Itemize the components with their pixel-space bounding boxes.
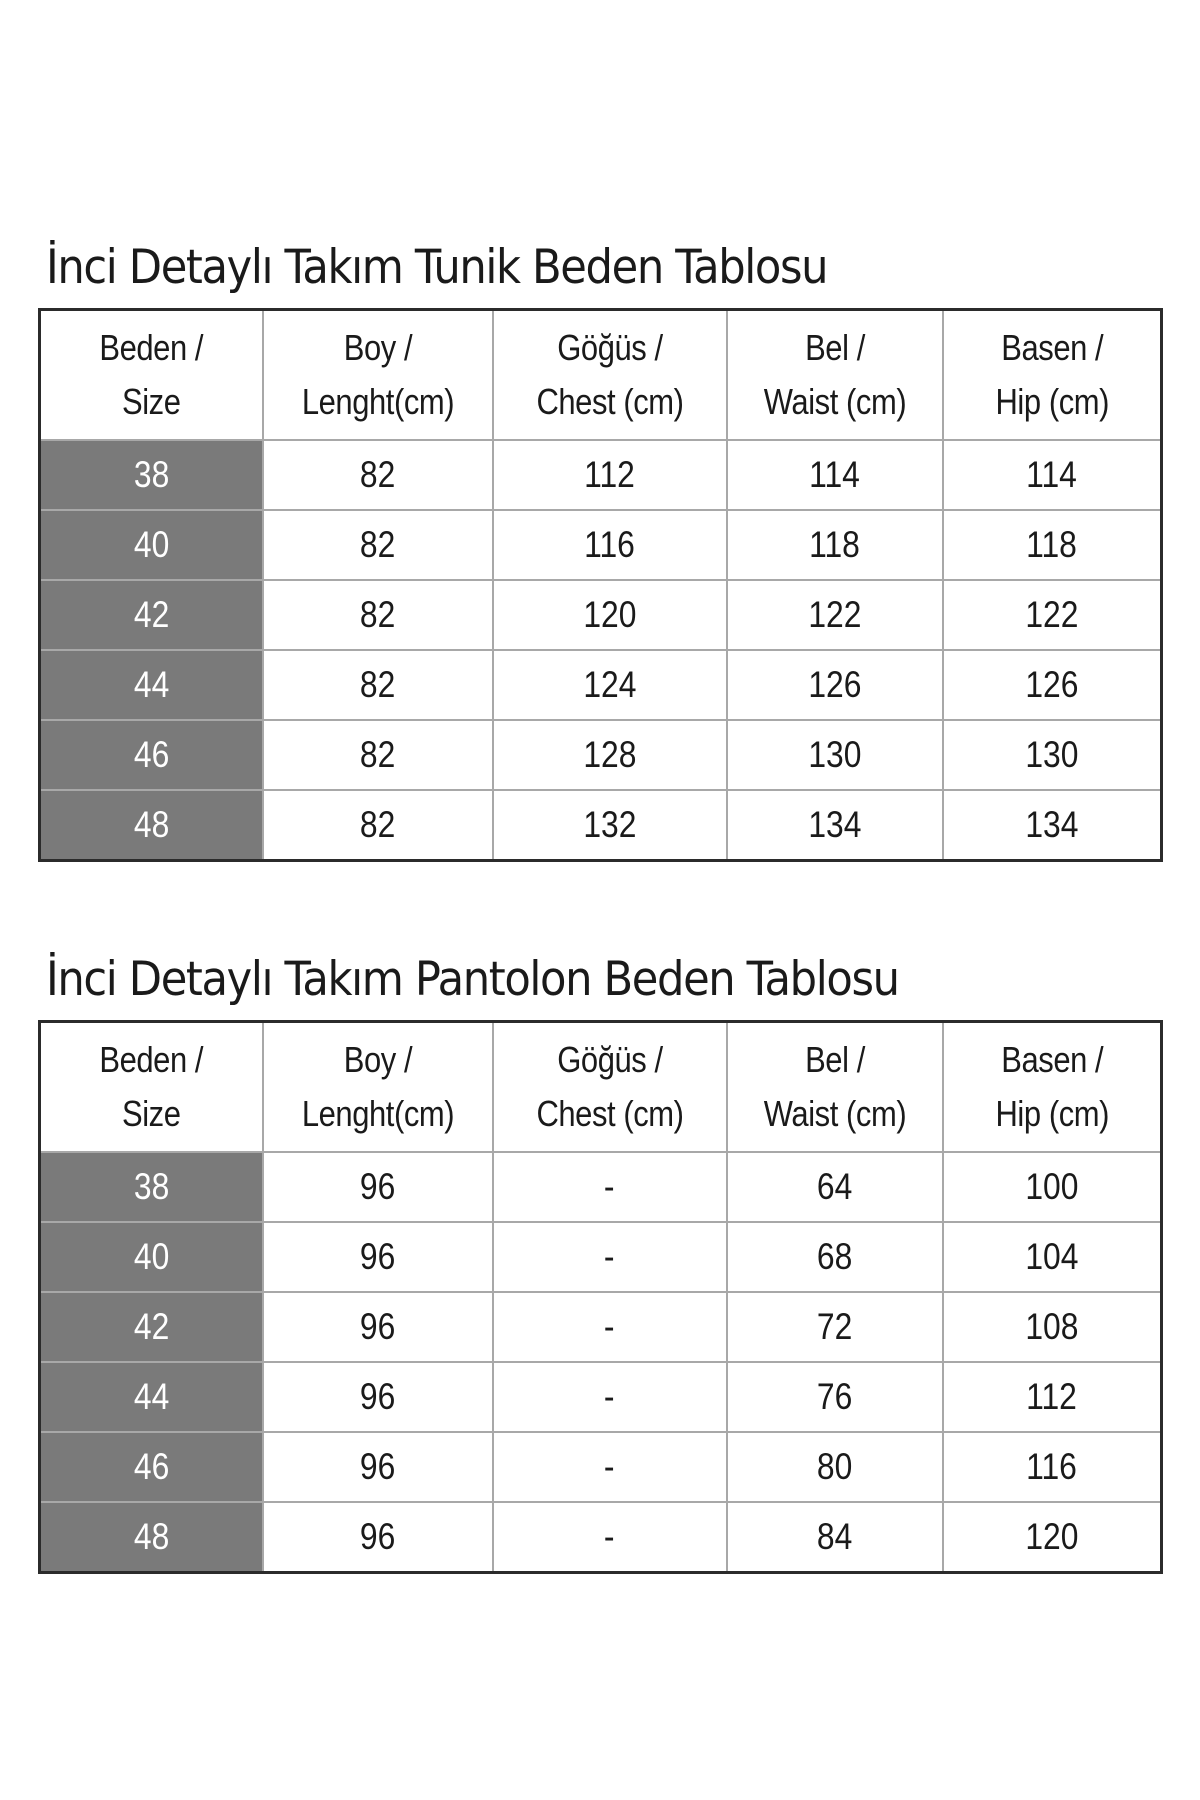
size-cell: 38: [40, 1152, 263, 1222]
hip-cell: 118: [943, 510, 1162, 580]
length-cell: 96: [263, 1502, 493, 1573]
size-cell: 48: [40, 790, 263, 861]
chest-cell: -: [493, 1222, 727, 1292]
pantolon-table-title: İnci Detaylı Takım Pantolon Beden Tablosu: [46, 952, 899, 1007]
length-cell: 82: [263, 440, 493, 510]
hip-cell: 130: [943, 720, 1162, 790]
table-row: [40, 510, 1162, 580]
size-cell: 48: [40, 1502, 263, 1573]
length-cell: 96: [263, 1432, 493, 1502]
waist-cell: 130: [727, 720, 943, 790]
header-length: Boy / Lenght(cm): [263, 310, 493, 441]
table-row: [40, 440, 1162, 510]
hip-cell: 116: [943, 1432, 1162, 1502]
hip-cell: 120: [943, 1502, 1162, 1573]
size-cell: 46: [40, 1432, 263, 1502]
table-row: [40, 650, 1162, 720]
header-waist: Bel / Waist (cm): [727, 1022, 943, 1153]
table-row: [40, 1362, 1162, 1432]
waist-cell: 72: [727, 1292, 943, 1362]
table-row: [40, 1292, 1162, 1362]
hip-cell: 126: [943, 650, 1162, 720]
chest-cell: 116: [493, 510, 727, 580]
waist-cell: 114: [727, 440, 943, 510]
hip-cell: 134: [943, 790, 1162, 861]
chest-cell: 120: [493, 580, 727, 650]
size-cell: 40: [40, 1222, 263, 1292]
table-row: [40, 1432, 1162, 1502]
waist-cell: 68: [727, 1222, 943, 1292]
header-waist: Bel / Waist (cm): [727, 310, 943, 441]
table-header-row: [40, 310, 1162, 441]
length-cell: 82: [263, 720, 493, 790]
length-cell: 96: [263, 1292, 493, 1362]
chest-cell: 112: [493, 440, 727, 510]
length-cell: 96: [263, 1152, 493, 1222]
size-cell: 38: [40, 440, 263, 510]
waist-cell: 76: [727, 1362, 943, 1432]
length-cell: 82: [263, 580, 493, 650]
length-cell: 96: [263, 1222, 493, 1292]
tunik-size-chart: [38, 232, 1160, 862]
tunik-table-title: İnci Detaylı Takım Tunik Beden Tablosu: [46, 240, 828, 295]
size-cell: 46: [40, 720, 263, 790]
table-row: [40, 1152, 1162, 1222]
hip-cell: 108: [943, 1292, 1162, 1362]
hip-cell: 114: [943, 440, 1162, 510]
waist-cell: 64: [727, 1152, 943, 1222]
header-chest: Göğüs / Chest (cm): [493, 1022, 727, 1153]
waist-cell: 126: [727, 650, 943, 720]
table-row: [40, 720, 1162, 790]
header-hip: Basen / Hip (cm): [943, 1022, 1162, 1153]
tunik-size-table: [38, 308, 1163, 862]
pantolon-size-table: [38, 1020, 1163, 1574]
waist-cell: 84: [727, 1502, 943, 1573]
size-cell: 44: [40, 650, 263, 720]
size-cell: 44: [40, 1362, 263, 1432]
length-cell: 82: [263, 510, 493, 580]
chest-cell: -: [493, 1292, 727, 1362]
table-row: [40, 1222, 1162, 1292]
header-length: Boy / Lenght(cm): [263, 1022, 493, 1153]
chest-cell: -: [493, 1502, 727, 1573]
header-hip: Basen / Hip (cm): [943, 310, 1162, 441]
table-row: [40, 790, 1162, 861]
waist-cell: 122: [727, 580, 943, 650]
header-chest: Göğüs / Chest (cm): [493, 310, 727, 441]
pantolon-size-chart: [38, 944, 1160, 1574]
chest-cell: -: [493, 1432, 727, 1502]
length-cell: 82: [263, 790, 493, 861]
waist-cell: 80: [727, 1432, 943, 1502]
header-size: Beden / Size: [40, 310, 263, 441]
hip-cell: 122: [943, 580, 1162, 650]
hip-cell: 104: [943, 1222, 1162, 1292]
size-cell: 42: [40, 580, 263, 650]
table-row: [40, 1502, 1162, 1573]
chest-cell: 128: [493, 720, 727, 790]
header-size: Beden / Size: [40, 1022, 263, 1153]
hip-cell: 100: [943, 1152, 1162, 1222]
waist-cell: 118: [727, 510, 943, 580]
size-cell: 40: [40, 510, 263, 580]
size-cell: 42: [40, 1292, 263, 1362]
waist-cell: 134: [727, 790, 943, 861]
length-cell: 82: [263, 650, 493, 720]
chest-cell: 124: [493, 650, 727, 720]
hip-cell: 112: [943, 1362, 1162, 1432]
chest-cell: -: [493, 1362, 727, 1432]
chest-cell: 132: [493, 790, 727, 861]
chest-cell: -: [493, 1152, 727, 1222]
length-cell: 96: [263, 1362, 493, 1432]
table-row: [40, 580, 1162, 650]
table-header-row: [40, 1022, 1162, 1153]
